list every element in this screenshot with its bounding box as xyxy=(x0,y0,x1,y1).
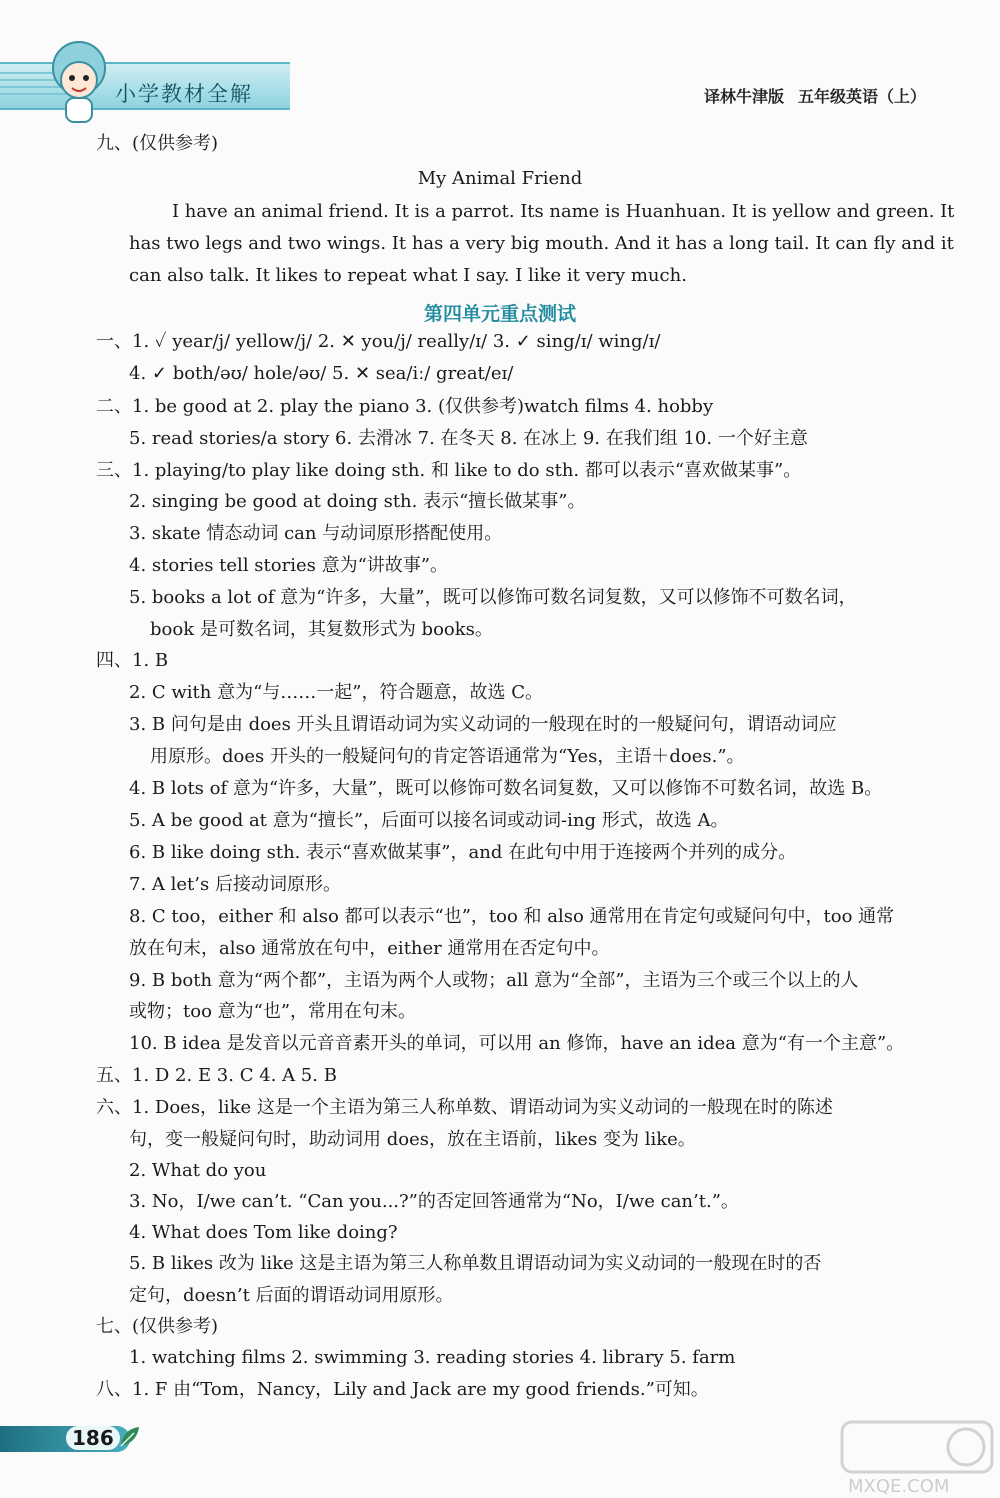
answer-line: 句，变一般疑问句时，助动词用 does，放在主语前，likes 变为 like。 xyxy=(129,1129,696,1150)
answer-line: 9. B both 意为“两个都”，主语为两个人或物；all 意为“全部”，主语为三个或三个以上的人 xyxy=(129,970,859,991)
essay-title: My Animal Friend xyxy=(417,168,583,189)
answer-line: 2. What do you xyxy=(129,1160,267,1181)
essay-line: can also talk. It likes to repeat what I say. I like it very much. xyxy=(129,265,687,286)
answer-line: 定句，doesn’t 后面的谓语动词用原形。 xyxy=(129,1285,454,1306)
page-footer xyxy=(0,1410,1000,1498)
unit-test-heading: 第四单元重点测试 xyxy=(423,303,576,325)
page-number: 186 xyxy=(66,1426,120,1450)
answer-line: 三、1. playing/to play like doing sth. 和 like to do sth. 都可以表示“喜欢做某事”。 xyxy=(96,460,802,481)
answer-line: 2. singing be good at doing sth. 表示“擅长做某事”。 xyxy=(129,491,586,512)
watermark-text: MXQE.COM xyxy=(848,1476,950,1497)
answer-line: 5. A be good at 意为“擅长”，后面可以接名词或动词-ing 形式，故选 A。 xyxy=(129,810,729,831)
answer-line: 五、1. D 2. E 3. C 4. A 5. B xyxy=(96,1065,337,1086)
edition-publisher: 译林牛津版 xyxy=(704,87,785,106)
section-heading: 九、(仅供参考) xyxy=(96,133,219,154)
answer-line: 5. read stories/a story 6. 去滑冰 7. 在冬天 8. 在冰上 9. 在我们组 10. 一个好主意 xyxy=(129,428,808,449)
answer-line: 5. B likes 改为 like 这是主语为第三人称单数且谓语动词为实义动词的一般现在时的否 xyxy=(129,1253,822,1274)
answer-line: book 是可数名词，其复数形式为 books。 xyxy=(150,619,493,640)
leaf-icon xyxy=(118,1424,142,1450)
answer-line: 4. ✓ both/əʊ/ hole/əʊ/ 5. ✕ sea/iː/ great/eɪ/ xyxy=(129,363,514,384)
answer-line: 二、1. be good at 2. play the piano 3. (仅供参考)watch films 4. hobby xyxy=(96,396,714,417)
section-heading: 七、(仅供参考) xyxy=(96,1316,219,1337)
watermark-logo-icon xyxy=(838,1418,998,1498)
edition-grade: 五年级英语（上） xyxy=(798,87,927,106)
essay-line: I have an animal friend. It is a parrot. Its name is Huanhuan. It is yellow and green. It xyxy=(172,201,955,222)
answer-line: 1. watching films 2. swimming 3. reading stories 4. library 5. farm xyxy=(129,1347,736,1368)
answer-line: 10. B idea 是发音以元音音素开头的单词，可以用 an 修饰，have an idea 意为“有一个主意”。 xyxy=(129,1033,905,1054)
answer-line: 或物；too 意为“也”，常用在句末。 xyxy=(129,1001,417,1022)
answer-line: 六、1. Does，like 这是一个主语为第三人称单数、谓语动词为实义动词的一般现在时的陈述 xyxy=(96,1097,833,1118)
answer-line: 2. C with 意为“与……一起”，符合题意，故选 C。 xyxy=(129,682,543,703)
essay-line: has two legs and two wings. It has a very big mouth. And it has a long tail. It can fly and it xyxy=(129,233,954,254)
book-title: 小学教材全解 xyxy=(115,82,253,106)
answer-line: 7. A let’s 后接动词原形。 xyxy=(129,874,341,895)
answer-line: 四、1. B xyxy=(96,650,169,671)
answer-line: 一、1. ✓ year/j/ yellow/j/ 2. ✕ you/j/ really/ɪ/ 3. ✓ sing/ɪ/ wing/ɪ/ xyxy=(96,331,661,352)
answer-line: 3. No，I/we can’t. “Can you...?”的否定回答通常为“No，I/we can’t.”。 xyxy=(129,1191,739,1212)
answer-line: 用原形。does 开头的一般疑问句的肯定答语通常为“Yes，主语＋does.”。 xyxy=(150,746,745,767)
answer-line: 8. C too，either 和 also 都可以表示“也”，too 和 also 通常用在肯定句或疑问句中，too 通常 xyxy=(129,906,895,927)
answer-line: 3. B 问句是由 does 开头且谓语动词为实义动词的一般现在时的一般疑问句，谓语动词应 xyxy=(129,714,837,735)
answer-line: 4. B lots of 意为“许多，大量”，既可以修饰可数名词复数，又可以修饰不可数名词，故选 B。 xyxy=(129,778,883,799)
answer-line: 八、1. F 由“Tom，Nancy，Lily and Jack are my good friends.”可知。 xyxy=(96,1379,709,1400)
answer-line: 3. skate 情态动词 can 与动词原形搭配使用。 xyxy=(129,523,503,544)
answer-line: 6. B like doing sth. 表示“喜欢做某事”，and 在此句中用于连接两个并列的成分。 xyxy=(129,842,797,863)
answer-line: 4. What does Tom like doing? xyxy=(129,1222,398,1243)
answer-line: 4. stories tell stories 意为“讲故事”。 xyxy=(129,555,448,576)
answer-line: 放在句末，also 通常放在句中，either 通常用在否定句中。 xyxy=(129,938,610,959)
answer-line: 5. books a lot of 意为“许多，大量”，既可以修饰可数名词复数，又可以修饰不可数名词， xyxy=(129,587,857,608)
